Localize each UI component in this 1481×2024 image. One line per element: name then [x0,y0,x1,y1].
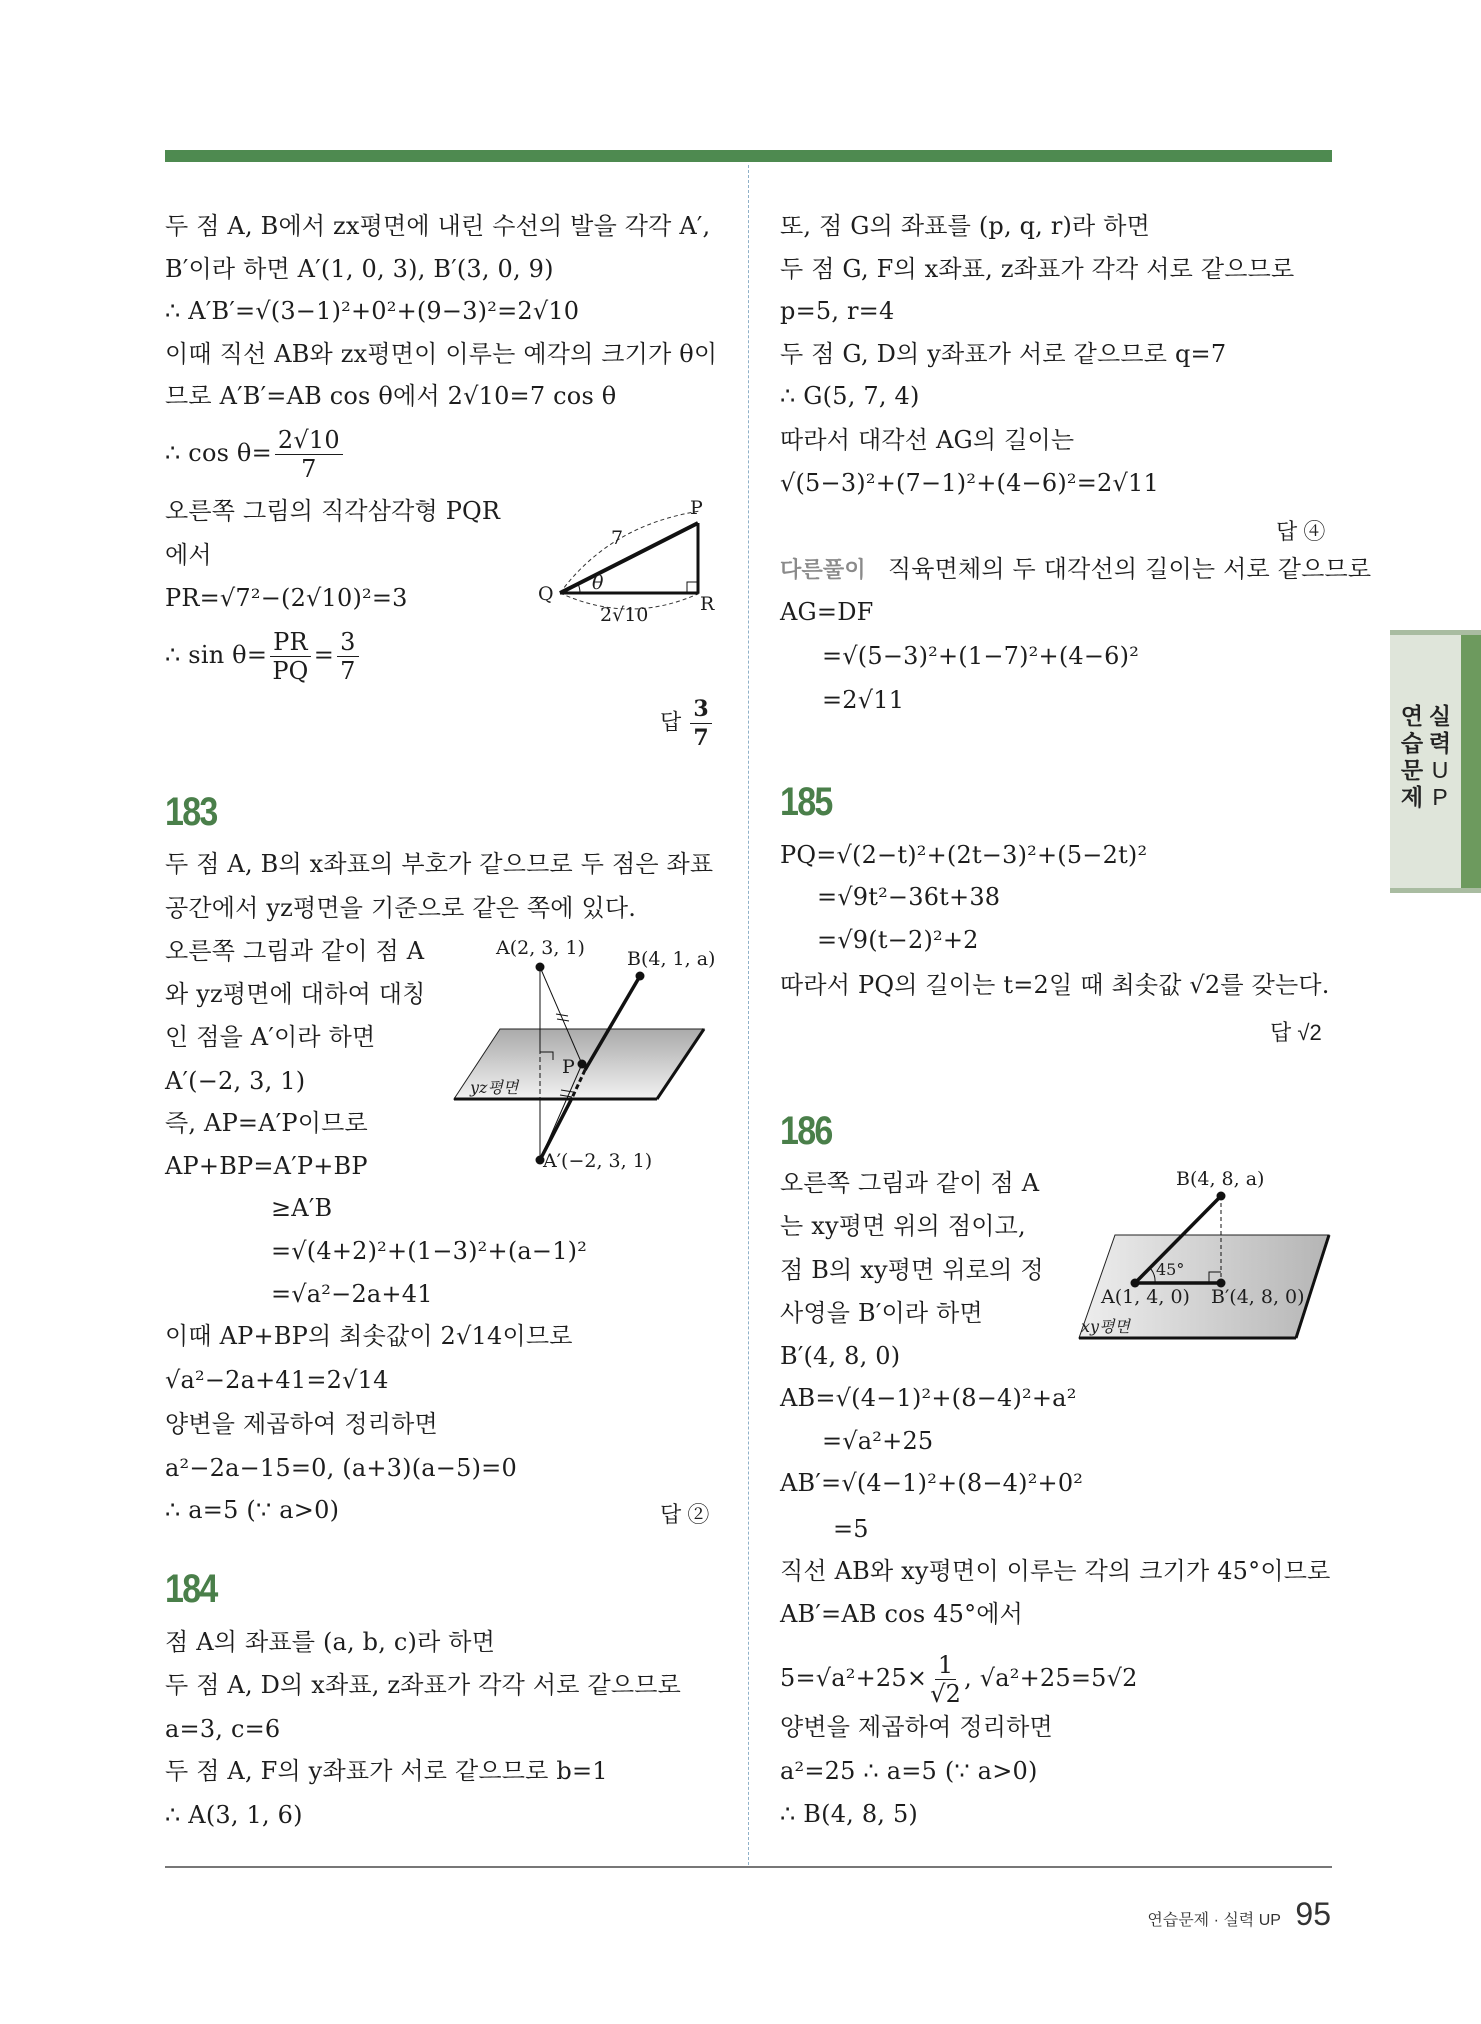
fraction [270,628,311,685]
label-base: 2√10 [600,604,649,626]
alt-solution-line [780,553,1371,586]
fraction [275,426,343,483]
text-line: =√a²+25 [822,1427,934,1455]
label-theta: θ [592,572,604,594]
page-footer [1147,1896,1331,1933]
cos45-equation [780,1651,1138,1708]
answer-fraction [690,695,711,752]
text-line: 인 점을 A′이라 하면 [165,1023,376,1051]
text-line: 직육면체의 두 대각선의 길이는 서로 같으므로 [887,555,1372,583]
text-line: AP+BP=A′P+BP [165,1152,368,1180]
side-tab-strip [1461,635,1481,888]
text-line: =√9t²−36t+38 [817,883,1001,911]
label-p: P [690,497,703,519]
label-hypotenuse: 7 [611,527,624,549]
text-line: √(5−3)²+(7−1)²+(4−6)²=2√11 [780,469,1159,497]
problem-number: 186 [780,1109,832,1153]
label-point-b-prime: B′(4, 8, 0) [1211,1286,1305,1308]
denominator: √2 [930,1680,962,1708]
label-q: Q [538,583,554,605]
text-line: 이때 AP+BP의 최솟값이 2√14이므로 [165,1322,573,1350]
text-line: A′(−2, 3, 1) [165,1067,306,1095]
alt-solution-label: 다른풀이 [780,557,866,582]
text-line: 양변을 제곱하여 정리하면 [165,1410,438,1438]
column-divider [748,165,749,1865]
label-xy-plane: xy평면 [1081,1317,1130,1336]
text-line: =√a²−2a+41 [271,1280,433,1308]
bottom-rule [165,1866,1332,1868]
eq-prefix: 5=√a²+25× [780,1664,928,1692]
text-line: ∴ G(5, 7, 4) [780,382,920,410]
text-line: 또, 점 G의 좌표를 (p, q, r)라 하면 [780,212,1151,240]
text-line: 두 점 A, B에서 zx평면에 내린 수선의 발을 각각 A′, [165,212,711,240]
label-point-a-prime: A′(−2, 3, 1) [543,1150,653,1172]
side-tab-char: 연 [1400,703,1424,729]
text-line: p=5, r=4 [780,297,895,325]
text-line: 두 점 A, D의 x좌표, z좌표가 각각 서로 같으므로 [165,1671,681,1699]
problem-number: 185 [780,780,832,824]
cos-prefix: ∴ cos θ= [165,439,272,467]
text-line: =√9(t−2)²+2 [817,926,979,954]
text-line: 므로 A′B′=AB cos θ에서 2√10=7 cos θ [165,382,617,410]
text-line: 두 점 A, B의 x좌표의 부호가 같으므로 두 점은 좌표 [165,850,714,878]
text-line: 점 A의 좌표를 (a, b, c)라 하면 [165,1628,496,1656]
text-line: =2√11 [822,686,905,714]
text-line: ∴ B(4, 8, 5) [780,1800,918,1828]
side-tab-char: P [1432,784,1448,810]
label-r: R [700,593,715,615]
text-line: 오른쪽 그림과 같이 점 A [780,1169,1040,1197]
side-tab-char: 문 [1400,757,1424,783]
page-number: 95 [1295,1896,1331,1932]
text-line: PR=√7²−(2√10)²=3 [165,584,408,612]
text-line: 즉, AP=A′P이므로 [165,1109,368,1137]
text-line: 점 B의 xy평면 위로의 정 [780,1256,1044,1284]
label-angle: 45° [1156,1260,1185,1279]
problem-number: 183 [165,790,217,834]
text-line: B′이라 하면 A′(1, 0, 3), B′(3, 0, 9) [165,255,554,283]
answer: 답 ② [660,1502,710,1527]
label-yz-plane: yz평면 [470,1078,519,1097]
numerator: 2√10 [275,426,343,455]
problem-number: 184 [165,1567,217,1611]
denominator: PQ [272,657,309,685]
text-line: a=3, c=6 [165,1715,281,1743]
text-line: ∴ A(3, 1, 6) [165,1801,303,1829]
label-point-b: B(4, 1, a) [627,948,716,970]
sin-prefix: ∴ sin θ= [165,641,268,669]
text-line: 따라서 PQ의 길이는 t=2일 때 최솟값 √2를 갖는다. [780,971,1330,999]
text-line: =5 [833,1515,869,1543]
text-line: 이때 직선 AB와 zx평면이 이루는 예각의 크기가 θ이 [165,340,718,368]
label-point-a: A(1, 4, 0) [1101,1286,1190,1308]
text-line: 오른쪽 그림과 같이 점 A [165,937,425,965]
answer: 답 ④ [1276,519,1326,544]
text-line: AG=DF [780,598,874,626]
side-tab-col2 [1428,703,1452,811]
equals: = [313,641,335,669]
label-point-a: A(2, 3, 1) [496,937,585,959]
text-line: a²=25 ∴ a=5 (∵ a>0) [780,1757,1038,1785]
text-line: 와 yz평면에 대하여 대칭 [165,980,426,1008]
text-line: 공간에서 yz평면을 기준으로 같은 쪽에 있다. [165,894,637,922]
chapter-side-tab [1390,630,1481,893]
side-tab-char: 습 [1400,730,1424,756]
text-line: 두 점 G, D의 y좌표가 서로 같으므로 q=7 [780,340,1227,368]
text-line: 양변을 제곱하여 정리하면 [780,1713,1053,1741]
text-line: AB=√(4−1)²+(8−4)²+a² [780,1384,1077,1412]
text-line: 는 xy평면 위의 점이고, [780,1212,1026,1240]
eq-suffix: , √a²+25=5√2 [964,1664,1138,1692]
numerator: 3 [337,628,358,657]
text-line: 사영을 B′이라 하면 [780,1299,983,1327]
text-line: =√(4+2)²+(1−3)²+(a−1)² [271,1237,588,1265]
side-tab-col1 [1400,703,1424,811]
text-line: 두 점 G, F의 x좌표, z좌표가 각각 서로 같으므로 [780,255,1295,283]
text-line: 따라서 대각선 AG의 길이는 [780,426,1075,454]
label-point-p: P [562,1056,575,1078]
fraction [337,628,358,685]
footer-section-title: 연습문제 · 실력 UP [1147,1912,1281,1929]
text-line: AB′=√(4−1)²+(8−4)²+0² [780,1469,1084,1497]
top-green-bar [165,150,1332,162]
label-point-b: B(4, 8, a) [1176,1168,1265,1190]
text-line: B′(4, 8, 0) [780,1342,901,1370]
text-line: 직선 AB와 xy평면이 이루는 각의 크기가 45°이므로 [780,1557,1331,1585]
denominator: 7 [693,725,709,751]
text-line: 오른쪽 그림의 직각삼각형 PQR [165,497,501,525]
answer-182 [660,695,715,752]
text-line: PQ=√(2−t)²+(2t−3)²+(5−2t)² [780,841,1148,869]
sin-theta-equation [165,628,362,685]
text-line: 에서 [165,541,212,569]
numerator: 3 [690,695,711,724]
numerator: PR [270,628,311,657]
text-line: ≥A′B [271,1194,333,1222]
fraction [930,1651,961,1708]
text-line: ∴ A′B′=√(3−1)²+0²+(9−3)²=2√10 [165,297,580,325]
numerator: 1 [935,1651,956,1680]
answer: 답 √2 [1270,1020,1322,1045]
text-line: ∴ a=5 (∵ a>0) [165,1496,340,1524]
text-line: a²−2a−15=0, (a+3)(a−5)=0 [165,1454,517,1482]
text-line: 두 점 A, F의 y좌표가 서로 같으므로 b=1 [165,1757,608,1785]
side-tab-char: 실 [1428,703,1452,729]
text-line: √a²−2a+41=2√14 [165,1366,389,1394]
side-tab-char: U [1431,757,1449,783]
denominator: 7 [340,657,356,685]
cos-theta-equation [165,426,346,483]
answer-label: 답 [660,709,682,735]
text-line: =√(5−3)²+(1−7)²+(4−6)² [822,642,1140,670]
text-line: AB′=AB cos 45°에서 [780,1600,1024,1628]
side-tab-char: 제 [1400,784,1424,810]
denominator: 7 [301,455,317,483]
side-tab-char: 력 [1428,730,1452,756]
